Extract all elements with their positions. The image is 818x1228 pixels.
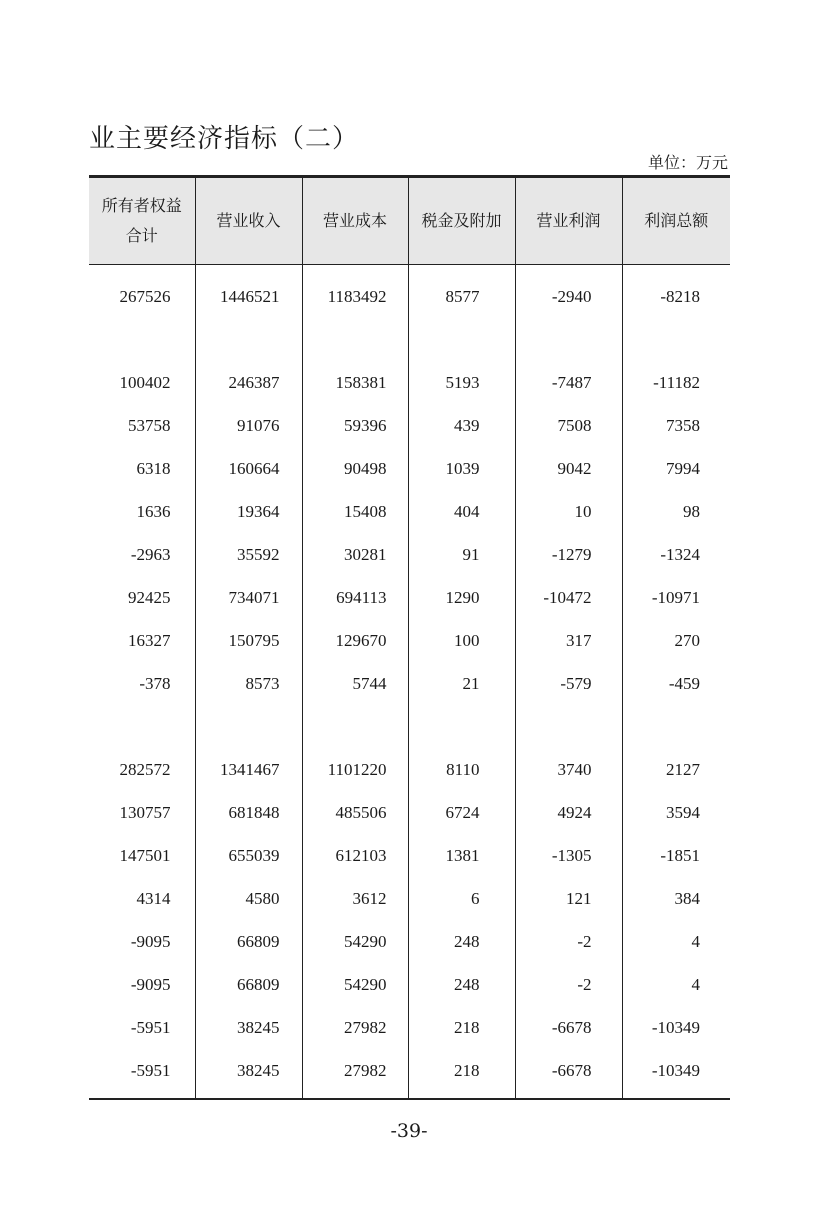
- table-cell: 21: [408, 662, 515, 705]
- table-cell: [515, 318, 622, 361]
- table-cell: 35592: [195, 533, 302, 576]
- table-cell: 4924: [515, 791, 622, 834]
- table-cell: 38245: [195, 1006, 302, 1049]
- table-cell: 54290: [302, 920, 408, 963]
- table-cell: [408, 318, 515, 361]
- table-row: [89, 265, 730, 319]
- table-cell: 100402: [119, 372, 171, 392]
- table-cell: [302, 705, 408, 748]
- header-operating-cost: 营业成本: [302, 177, 408, 265]
- table-cell: 439: [408, 404, 515, 447]
- table-cell: -1324: [622, 533, 730, 576]
- table-cell: [622, 705, 730, 748]
- table-cell: 8110: [408, 748, 515, 791]
- table-cell: 9042: [515, 447, 622, 490]
- table-row: [89, 490, 730, 533]
- table-row: [89, 533, 730, 576]
- table-row: [89, 662, 730, 705]
- table-cell: 1446521: [195, 265, 302, 319]
- table-cell: -10971: [622, 576, 730, 619]
- table-cell: -1279: [515, 533, 622, 576]
- table-cell: 4314: [136, 888, 171, 908]
- table-row: [89, 963, 730, 1006]
- table-cell: 5744: [302, 662, 408, 705]
- table-cell: 7358: [622, 404, 730, 447]
- table-cell: 282572: [119, 759, 171, 779]
- table-cell: 1101220: [302, 748, 408, 791]
- table-row: [89, 576, 730, 619]
- table-cell: -9095: [130, 931, 171, 951]
- table-cell: 10: [515, 490, 622, 533]
- table-cell: 6: [408, 877, 515, 920]
- table-cell: 8573: [195, 662, 302, 705]
- table-cell: -10349: [622, 1006, 730, 1049]
- table-cell: 612103: [302, 834, 408, 877]
- table-cell: -6678: [515, 1049, 622, 1099]
- table-cell: [89, 705, 195, 748]
- table-cell: 248: [408, 920, 515, 963]
- table-cell: 30281: [302, 533, 408, 576]
- table-cell: 54290: [302, 963, 408, 1006]
- table-cell: 15408: [302, 490, 408, 533]
- table-cell: 655039: [195, 834, 302, 877]
- table-cell: 6318: [136, 458, 171, 478]
- table-cell: -7487: [515, 361, 622, 404]
- table-cell: 1183492: [302, 265, 408, 319]
- table-cell: 4: [622, 920, 730, 963]
- table-cell: -8218: [622, 265, 730, 319]
- table-cell: 8577: [408, 265, 515, 319]
- table-cell: 1039: [408, 447, 515, 490]
- table-cell: 1636: [136, 501, 171, 521]
- table-cell: 38245: [195, 1049, 302, 1099]
- table-cell: -6678: [515, 1006, 622, 1049]
- table-cell: 2127: [622, 748, 730, 791]
- table-cell: 121: [515, 877, 622, 920]
- table-cell: 98: [622, 490, 730, 533]
- table-cell: 248: [408, 963, 515, 1006]
- page-number: -39-: [390, 1120, 428, 1142]
- table-cell: -1305: [515, 834, 622, 877]
- table-cell: 59396: [302, 404, 408, 447]
- table-cell: -5951: [130, 1060, 171, 1080]
- table-cell: 160664: [195, 447, 302, 490]
- table-cell: -11182: [622, 361, 730, 404]
- table-cell: 681848: [195, 791, 302, 834]
- header-total-profit: 利润总额: [622, 177, 730, 265]
- header-taxes-surcharges: 税金及附加: [408, 177, 515, 265]
- table-cell: 66809: [195, 920, 302, 963]
- table-cell: 270: [622, 619, 730, 662]
- header-row: [89, 177, 730, 265]
- table-cell: 317: [515, 619, 622, 662]
- table-cell: 694113: [302, 576, 408, 619]
- table-row: [89, 705, 730, 748]
- table-cell: -10349: [622, 1049, 730, 1099]
- table-cell: 218: [408, 1006, 515, 1049]
- table-row: [89, 877, 730, 920]
- table-cell: 6724: [408, 791, 515, 834]
- table-cell: 91: [408, 533, 515, 576]
- header-owners-equity: 所有者权益 合计: [101, 196, 182, 245]
- table-row: [89, 920, 730, 963]
- table-cell: 150795: [195, 619, 302, 662]
- table-cell: -579: [515, 662, 622, 705]
- table-cell: -9095: [130, 974, 171, 994]
- table-cell: 27982: [302, 1049, 408, 1099]
- table-row: [89, 791, 730, 834]
- table-cell: -2: [515, 920, 622, 963]
- table-cell: 5193: [408, 361, 515, 404]
- table-cell: [89, 318, 195, 361]
- table-cell: 27982: [302, 1006, 408, 1049]
- table-cell: -2: [515, 963, 622, 1006]
- table-cell: 218: [408, 1049, 515, 1099]
- table-cell: 130757: [119, 802, 171, 822]
- table-cell: 246387: [195, 361, 302, 404]
- table-cell: 147501: [119, 845, 171, 865]
- table-row: [89, 361, 730, 404]
- table-cell: 485506: [302, 791, 408, 834]
- table-row: [89, 447, 730, 490]
- table-cell: -459: [622, 662, 730, 705]
- unit-label: 单位：万元: [647, 153, 728, 172]
- table-cell: 734071: [195, 576, 302, 619]
- table-cell: 404: [408, 490, 515, 533]
- header-operating-profit: 营业利润: [515, 177, 622, 265]
- table-cell: 1381: [408, 834, 515, 877]
- table-cell: [195, 318, 302, 361]
- table-cell: 16327: [128, 630, 171, 650]
- table-cell: [515, 705, 622, 748]
- table-cell: 7508: [515, 404, 622, 447]
- economic-indicators-table: [89, 175, 730, 1100]
- table-row: [89, 1006, 730, 1049]
- table-cell: 3740: [515, 748, 622, 791]
- table-cell: 1341467: [195, 748, 302, 791]
- table-row: [89, 834, 730, 877]
- table-cell: 4: [622, 963, 730, 1006]
- table-cell: 129670: [302, 619, 408, 662]
- table-row: [89, 318, 730, 361]
- table-cell: 19364: [195, 490, 302, 533]
- table-cell: 100: [408, 619, 515, 662]
- table-cell: -2940: [515, 265, 622, 319]
- table-cell: 7994: [622, 447, 730, 490]
- table-cell: 3612: [302, 877, 408, 920]
- table-cell: 267526: [119, 286, 171, 306]
- table-cell: [302, 318, 408, 361]
- table-cell: -2963: [130, 544, 171, 564]
- table-cell: 92425: [128, 587, 171, 607]
- table-row: [89, 748, 730, 791]
- table-cell: [622, 318, 730, 361]
- table-cell: 53758: [128, 415, 171, 435]
- table-cell: 3594: [622, 791, 730, 834]
- table-cell: 66809: [195, 963, 302, 1006]
- table-cell: [408, 705, 515, 748]
- table-cell: 91076: [195, 404, 302, 447]
- table-row: [89, 404, 730, 447]
- table-cell: -378: [139, 673, 171, 693]
- table-cell: -1851: [622, 834, 730, 877]
- table-cell: [195, 705, 302, 748]
- table-title: 业主要经济指标（二）: [89, 124, 360, 154]
- header-operating-revenue: 营业收入: [195, 177, 302, 265]
- table-cell: 90498: [302, 447, 408, 490]
- table-cell: 1290: [408, 576, 515, 619]
- table-cell: -5951: [130, 1017, 171, 1037]
- table-cell: -10472: [515, 576, 622, 619]
- table-body: [89, 265, 730, 1100]
- table-row: [89, 619, 730, 662]
- table-cell: 4580: [195, 877, 302, 920]
- table-cell: 384: [622, 877, 730, 920]
- table-cell: 158381: [302, 361, 408, 404]
- table-row: [89, 1049, 730, 1099]
